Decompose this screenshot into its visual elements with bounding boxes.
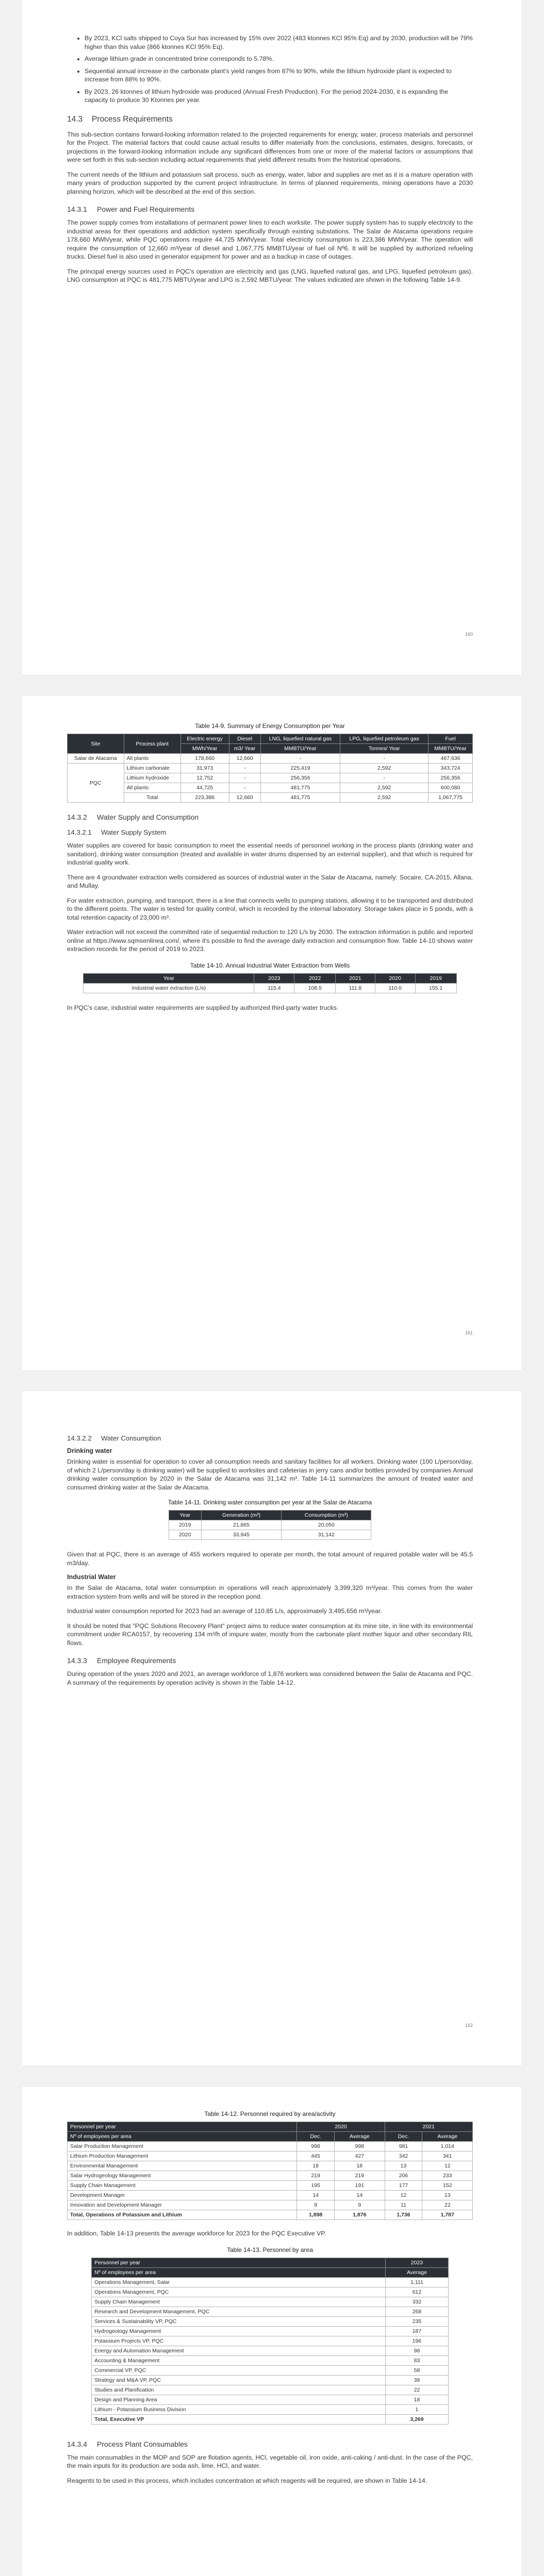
table-row: Salar Production Management 998 998 981 1,014 <box>68 2142 473 2151</box>
paragraph: In the Salar de Atacama, total water consumption in operations will reach approximately 3,399,320 m³/year. This comes from the water extraction system from wells and will be stored in the reception pond. <box>67 1584 473 1600</box>
table-row: Supply Chain Management 332 <box>92 2297 449 2307</box>
bullet-list <box>67 34 473 105</box>
paragraph: In addition, Table 14-13 presents the average workforce for 2023 for the PQC Executive VP. <box>67 2230 326 2237</box>
table-row: Lithium Production Management 445 427 342 341 <box>68 2151 473 2161</box>
table-row: 2020 33,945 31,142 <box>169 1530 371 1540</box>
bullet-item: • Sequential annual increase in the carbonate plant's yield ranges from 87% to 90%, while the lithium hydroxide plant is expected to increase from 88% to 90%. <box>85 67 473 84</box>
paragraph: During operation of the years 2020 and 2021, an average workforce of 1,876 workers was considered between the Salar de Atacama and PQC. A summary of the requirements by operation activity is shown in the Table 14-12. <box>67 1670 473 1686</box>
document-page-160 <box>22 0 522 675</box>
page-number: 161 <box>465 1330 473 1335</box>
section-heading-14-3-4: 14.3.4 Process Plant Consumables <box>67 2439 188 2448</box>
drinking-water-table <box>169 1510 372 1540</box>
section-heading-14-3-1: 14.3.1 Power and Fuel Requirements <box>67 205 195 213</box>
paragraph: The principal energy sources used in PQC's operation are electricity and gas (LNG, liquefied natural gas, and LPG, liquefied petroleum gas). LNG consumption at PQC is 481,775 MBTU/year and LPG is 2,592 MBTU/year. The values indicated are shown in the following Table 14-9. <box>67 267 473 283</box>
table-header: 2023 <box>254 973 294 983</box>
unit-header: m3/ Year <box>229 744 260 754</box>
paragraph: The current needs of the lithium and potassium salt process, such as energy, water, labor and supplies are met as it is a mature operation with many years of production supported by the current project infrastructure. In terms of planned requirements, mining operations have a 2030 planning horizon, which will be described at the end of this section. <box>67 171 473 195</box>
table-header: Year <box>84 973 254 983</box>
table-caption: Table 14-10. Annual Industrial Water Extraction from Wells <box>190 961 350 969</box>
personnel-by-area-table: Personnel per year 2023 Nº of employees per area Average Operations Management, Salar 1,111 Operations Management, PQC 612 Supply Chain Management 332 Research and Development Management, PQC 268 Services & Sustainability VP, PQC 235 Hydrogeology Management 187 Potassium Projects VP, PQC 196 Energy and Automation Management 98 Accounting & Management 83 Commercial VP, PQC 58 Strategy and M&A VP, PQC 38 Studies and Planification 22 Design and Planning Area 18 Lithium - Potassium Business Division 1 Total, Executive VP 3,269 <box>91 2258 449 2425</box>
table-row: Studies and Planification 22 <box>92 2385 449 2395</box>
section-heading-14-3-3: 14.3.3 Employee Requirements <box>67 1656 176 1665</box>
table-row: Operations Management, Salar 1,111 <box>92 2277 449 2287</box>
paragraph: This sub-section contains forward-looking information related to the projected requirements for energy, water, process materials and personnel for the Project. The material factors that could cause actual results to differ materially from the conclusions, estimates, designs, forecasts, or projections in the forward-looking information include any significant differences from one or more of the material factors or assumptions that were set forth in this sub-section including actual requirements that yield different results from the historical operations. <box>67 130 473 163</box>
document-page-161 <box>22 696 522 1370</box>
table-header: LNG, liquefied natural gas <box>260 734 340 744</box>
table-row: Environmental Management 18 18 13 12 <box>68 2161 473 2171</box>
table-header: 2020 <box>375 973 415 983</box>
energy-consumption-table <box>67 734 473 803</box>
table-row: Hydrogeology Management 187 <box>92 2326 449 2336</box>
table-row: Development Manager 14 14 12 13 <box>68 2191 473 2200</box>
bullet-item: • By 2023, KCl salts shipped to Coya Sur has increased by 15% over 2022 (483 ktonnes KCl 95% Eq) and by 2030, production will be 79% higher than this value (866 ktonnes KCl 95% Eq). <box>85 34 473 51</box>
table-header: 2019 <box>415 973 456 983</box>
table-header: Consumption (m³) <box>282 1511 371 1520</box>
subheading-drinking-water: Drinking water <box>67 1447 112 1454</box>
table-header: Year <box>169 1511 201 1520</box>
table-row-total: Total, Executive VP 3,269 <box>92 2414 449 2424</box>
table-header: Fuel <box>428 734 473 744</box>
table-row: All plants 44,725 - 481,775 2,592 600,080 <box>68 783 473 793</box>
table-row: Potassium Projects VP, PQC 196 <box>92 2336 449 2346</box>
paragraph: Drinking water is essential for operation to cover all consumption needs and sanitary facilities for all workers. Drinking water (100 L/person/day, of which 2 L/person/day is drinking water) will be supplied to worksites and cafeterias in jerry cans and/or bottles provided by companies Annual drinking water consumption by 2020 in the Salar de Atacama was 31,142 m³. Table 14-11 summarizes the amount of treated water and consumed drinking water at the Salar de Atacama. <box>67 1458 473 1491</box>
table-header: Electric energy <box>180 734 229 744</box>
table-header: Diesel <box>229 734 260 744</box>
table-row: Operations Management, PQC 612 <box>92 2287 449 2297</box>
table-row: Strategy and M&A VP, PQC 38 <box>92 2375 449 2385</box>
paragraph: Reagents to be used in this process, which includes concentration at which reagents will be required, are shown in Table 14-14. <box>67 2477 427 2484</box>
table-row: Research and Development Management, PQC 268 <box>92 2307 449 2316</box>
paragraph: It should be noted that "PQC Solutions Recovery Plant" project aims to reduce water consumption at its mine site, in line with its environmental commitment under RCA0157, by recovering 134 m³/h of impure water, mostly from the carbonate plant mother liquor and other secondary RIL flows. <box>67 1622 473 1647</box>
paragraph: Water extraction will not exceed the committed rate of sequential reduction to 120 L/s by 2030. The extraction information is public and reported online at https://www.sqmsenlinea.com/, where it's possible to find the average daily extraction and consumption flow. Table 14-10 shows water extraction records for the period of 2019 to 2023. <box>67 928 473 953</box>
personnel-by-activity-table: Personnel per year 2020 2021 Nº of employees per area Dec. Average Dec. Average Salar Production Management 998 998 981 1,014 Lithium Production Management 445 427 342 341 Environmental Management 18 18 13 12 Salar Hydrogeology Management 219 219 206 233 Supply Chain Management 195 191 177 152 Development Manager 14 14 12 13 Innovation and Development Manager 9 9 11 22 Total, Operations of Potassium and Lithium 1,898 1,876 1,736 1,787 <box>67 2122 473 2220</box>
table-header: Generation (m³) <box>201 1511 282 1520</box>
page-number: 160 <box>465 632 473 637</box>
document-page-163 <box>22 2087 522 2576</box>
subheading-industrial-water: Industrial Water <box>67 1573 116 1581</box>
paragraph: In PQC's case, industrial water requirements are supplied by authorized third-party water trucks. <box>67 1004 339 1011</box>
bullet-item: • Average lithium grade in concentrated brine corresponds to 5.78%. <box>85 55 473 63</box>
table-row: Design and Planning Area 18 <box>92 2395 449 2404</box>
paragraph: Water supplies are covered for basic consumption to meet the essential needs of personnel working in the process plants (drinking water and sanitation), drinking water consumption (treated and available in water drums dispensed by an external supplier), and that which is required for industrial quality work. <box>67 842 473 866</box>
paragraph: Given that at PQC, there is an average of 455 workers required to operate per month, the total amount of required potable water will be 45.5 m3/day. <box>67 1551 473 1567</box>
unit-header: Tonnes/ Year <box>340 744 428 754</box>
table-row: Accounting & Management 83 <box>92 2355 449 2365</box>
table-header: Site <box>68 734 124 754</box>
table-row: 2019 21,865 20,050 <box>169 1520 371 1530</box>
table-header: 2021 <box>336 973 375 983</box>
table-caption: Table 14-9. Summary of Energy Consumption per Year <box>195 722 345 730</box>
document-page-162 <box>22 1391 522 2066</box>
table-row: Innovation and Development Manager 9 9 11 22 <box>68 2200 473 2210</box>
unit-header: MMBTU/Year <box>260 744 340 754</box>
paragraph: The power supply comes from installations of permanent power lines to each worksite. The power supply system has to supply electricity to the industrial areas for their operations and addiction system specifically through existing substations. The Salar de Atacama operations require 178,660 MWh/year, while PQC operations require 44,725 MWh/year. Total electricity consumption is 223,386 MWh/year. The operation will require the consumption of 12,660 m³/year of diesel and 1,067,775 MMBTU/year of fuel oil Nº6. It will be supplied by authorized refueling trucks. Diesel fuel is also used in generator equipment for power and as a backup in case of outages. <box>67 219 473 260</box>
paragraph: There are 4 groundwater extraction wells considered as sources of industrial water in the Salar de Atacama, namely: Socaire, CA-2015, Allana, and Mullay. <box>67 873 473 889</box>
paragraph: The main consumables in the MOP and SOP are flotation agents, HCl, vegetable oil, iron oxide, anti-caking / anti-dust. In the case of the PQC, the main inputs for its production are soda ash, lime, HCl, and water. <box>67 2453 473 2469</box>
unit-header: MMBTU/Year <box>428 744 473 754</box>
section-heading-14-3-2-2: 14.3.2.2 Water Consumption <box>67 1434 161 1442</box>
table-header: 2022 <box>294 973 336 983</box>
table-header: LPG, liquefied petroleum gas <box>340 734 428 744</box>
bullet-item: • By 2023, 26 ktonnes of lithium hydroxide was produced (Annual Fresh Production). For the period 2024-2030, it is expanding the capacity to produce 30 Ktonnes per year. <box>85 88 473 105</box>
table-row: Supply Chain Management 195 191 177 152 <box>68 2181 473 2191</box>
table-row: Lithium hydroxide 12,752 - 256,356 - 256,356 <box>68 773 473 783</box>
table-row: Industrial water extraction (L/s) 115.4 108.5 111.8 110.0 155.1 <box>84 983 456 993</box>
section-heading-14-3-2-1: 14.3.2.1 Water Supply System <box>67 828 167 836</box>
page-number: 162 <box>465 2023 473 2028</box>
section-heading-14-3: 14.3 Process Requirements <box>67 114 173 124</box>
table-row: Energy and Automation Management 98 <box>92 2346 449 2355</box>
water-extraction-table <box>83 973 456 993</box>
table-row: Salar Hydrogeology Management 219 219 206 233 <box>68 2171 473 2181</box>
unit-header: MWh/Year <box>180 744 229 754</box>
paragraph: Industrial water consumption reported for 2023 had an average of 110.85 L/s, approximately 3,495,656 m³/year. <box>67 1607 382 1615</box>
table-row: PQC Lithium carbonate 31,973 - 225,419 2,592 343,724 <box>68 764 473 773</box>
table-row: Services & Sustainability VP, PQC 235 <box>92 2316 449 2326</box>
table-row-total: Total 223,386 12,660 481,775 2,592 1,067,775 <box>68 793 473 803</box>
paragraph: For water extraction, pumping, and transport, there is a line that connects wells to pumping stations, allowing it to be transported and distributed to the different points. The water is tested for quality control, which is recorded by the internal laboratory. Storage takes place in 5 ponds, with a total retention capacity of 23,000 m³. <box>67 896 473 921</box>
table-row: Commercial VP, PQC 58 <box>92 2365 449 2375</box>
table-header: Process plant <box>124 734 180 754</box>
table-row: Salar de Atacama All plants 178,660 12,660 - - 467,636 <box>68 754 473 764</box>
table-row-total: Total, Operations of Potassium and Lithium 1,898 1,876 1,736 1,787 <box>68 2210 473 2220</box>
table-caption: Table 14-13. Personnel by area <box>227 2246 313 2253</box>
section-heading-14-3-2: 14.3.2 Water Supply and Consumption <box>67 813 199 821</box>
table-caption: Table 14-11. Drinking water consumption per year at the Salar de Atacama <box>168 1499 372 1506</box>
table-caption: Table 14-12. Personnel required by area/activity <box>204 2110 336 2117</box>
table-row: Lithium - Potassium Business Division 1 <box>92 2404 449 2414</box>
